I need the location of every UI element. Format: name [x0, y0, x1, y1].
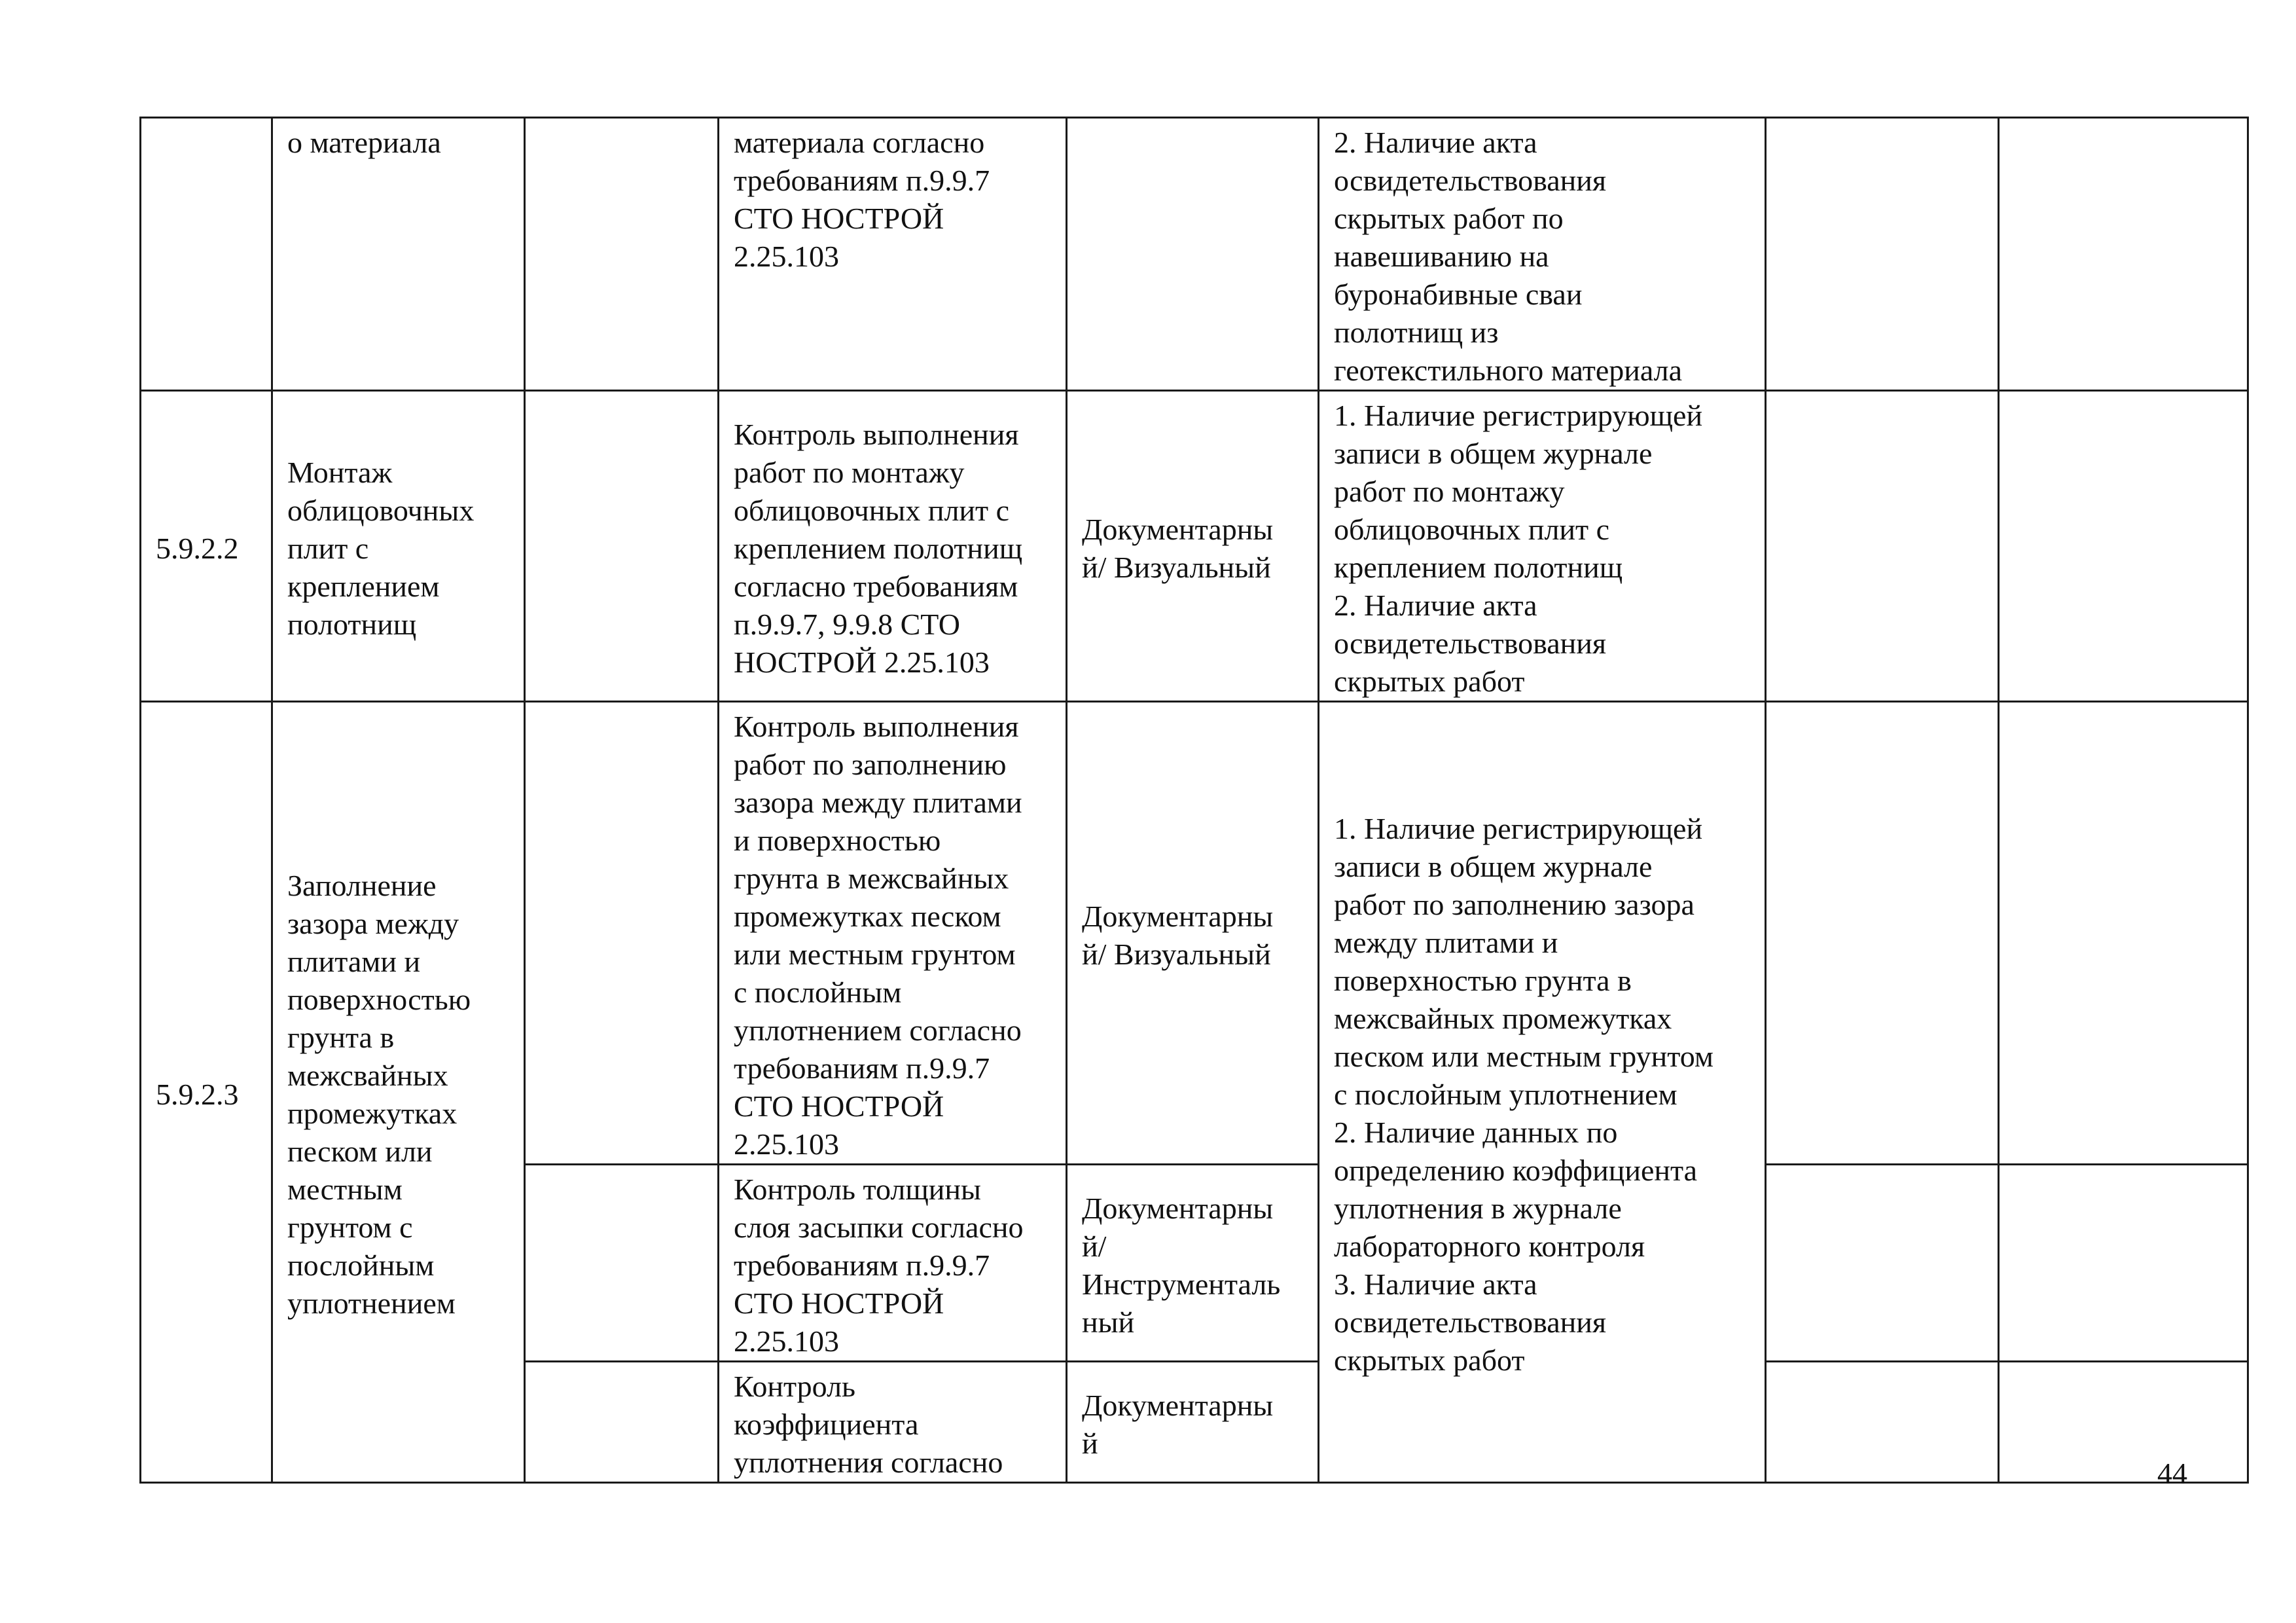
table-row — [141, 702, 2248, 1165]
row-number-cell — [141, 118, 272, 391]
control-description-cell: материала согласно требованиям п.9.9.7 СТО НОСТРОЙ 2.25.103 — [719, 118, 1067, 391]
row-number-cell: 5.9.2.2 — [141, 391, 272, 702]
control-description-cell: Контроль толщины слоя засыпки согласно требованиям п.9.9.7 СТО НОСТРОЙ 2.25.103 — [719, 1165, 1067, 1362]
empty-cell — [1999, 702, 2248, 1165]
empty-cell — [1766, 391, 1999, 702]
row-number-cell: 5.9.2.3 — [141, 702, 272, 1483]
page-number: 44 — [2157, 1457, 2187, 1490]
empty-cell — [1999, 118, 2248, 391]
empty-cell — [1999, 391, 2248, 702]
table-row — [141, 118, 2248, 391]
table-row — [141, 391, 2248, 702]
control-description-cell: Контроль коэффициента уплотнения согласно — [719, 1362, 1067, 1483]
empty-cell — [525, 391, 719, 702]
work-name-cell: Монтаж облицовочных плит с креплением полотнищ — [272, 391, 525, 702]
documents-cell: 1. Наличие регистрирующей записи в общем журнале работ по заполнению зазора между плитами и поверхностью грунта в межсвайных промежутках песком или местным грунтом с послойным уплотнением 2. Наличие данных по определению коэффициента уплотнения в журнале лабораторного контроля 3. Наличие акта освидетельствования скрытых работ — [1319, 702, 1766, 1483]
documents-cell: 1. Наличие регистрирующей записи в общем журнале работ по монтажу облицовочных плит с креплением полотнищ 2. Наличие акта освидетельствования скрытых работ — [1319, 391, 1766, 702]
empty-cell — [525, 1165, 719, 1362]
empty-cell — [1766, 118, 1999, 391]
control-description-cell: Контроль выполнения работ по монтажу облицовочных плит с креплением полотнищ согласно требованиям п.9.9.7, 9.9.8 СТО НОСТРОЙ 2.25.103 — [719, 391, 1067, 702]
method-cell: Документарны й/ Инструменталь ный — [1067, 1165, 1319, 1362]
empty-cell — [1766, 1362, 1999, 1483]
method-cell: Документарны й — [1067, 1362, 1319, 1483]
method-cell: Документарны й/ Визуальный — [1067, 702, 1319, 1165]
empty-cell — [525, 1362, 719, 1483]
empty-cell — [525, 118, 719, 391]
work-name-cell: Заполнение зазора между плитами и поверхностью грунта в межсвайных промежутках песком или местным грунтом с послойным уплотнением — [272, 702, 525, 1483]
empty-cell — [525, 702, 719, 1165]
inspection-table — [139, 117, 2249, 1484]
empty-cell — [1766, 702, 1999, 1165]
work-name-cell: о материала — [272, 118, 525, 391]
method-cell: Документарны й/ Визуальный — [1067, 391, 1319, 702]
empty-cell — [1999, 1165, 2248, 1362]
documents-cell: 2. Наличие акта освидетельствования скрытых работ по навешиванию на буронабивные сваи полотнищ из геотекстильного материала — [1319, 118, 1766, 391]
method-cell — [1067, 118, 1319, 391]
control-description-cell: Контроль выполнения работ по заполнению зазора между плитами и поверхностью грунта в межсвайных промежутках песком или местным грунтом с послойным уплотнением согласно требованиям п.9.9.7 СТО НОСТРОЙ 2.25.103 — [719, 702, 1067, 1165]
empty-cell — [1766, 1165, 1999, 1362]
